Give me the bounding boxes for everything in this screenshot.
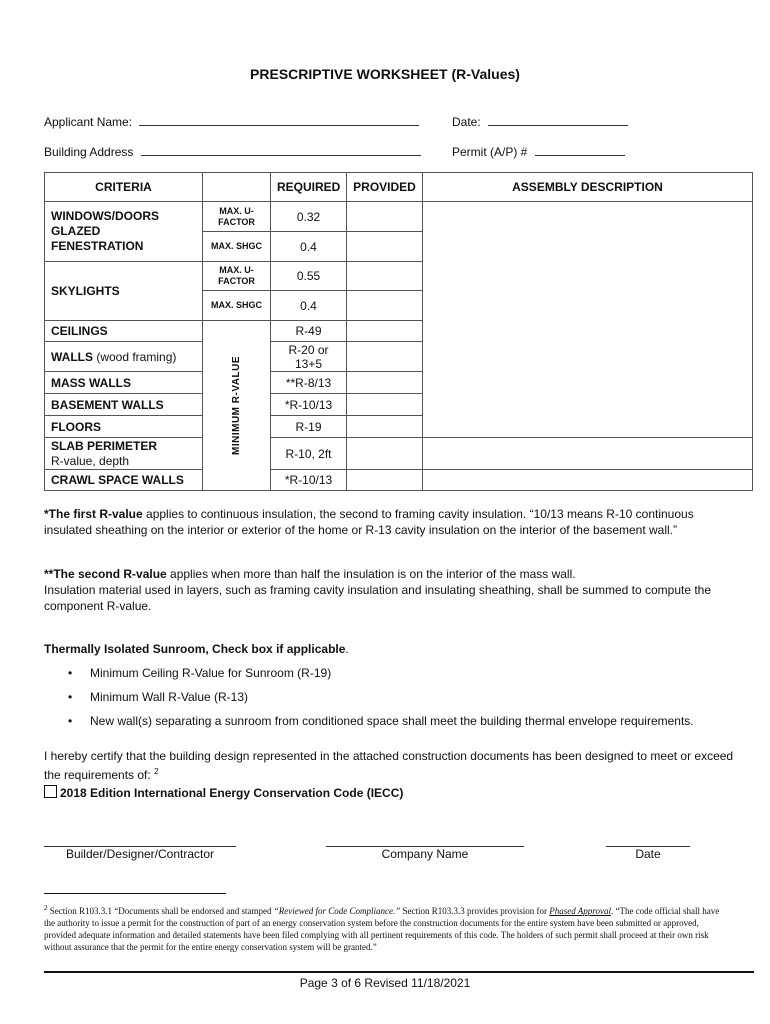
rvalue-worksheet-table	[44, 172, 753, 491]
applicant-label: Applicant Name:	[44, 115, 133, 129]
date-signature[interactable]	[606, 834, 690, 861]
walls-required: R-20 or 13+5	[271, 342, 347, 372]
permit-label: Permit (A/P) #	[452, 145, 528, 159]
list-item: • Minimum Wall R-Value (R-13)	[68, 690, 249, 704]
address-input-line[interactable]	[141, 144, 421, 156]
skylights-shgc-label: MAX. SHGC	[203, 291, 271, 321]
page-footer-rule	[44, 971, 754, 973]
criteria-crawl-space-walls: CRAWL SPACE WALLS	[45, 470, 203, 491]
company-signature-line[interactable]	[326, 834, 524, 847]
date-sign-label: Date	[635, 847, 661, 861]
header-criteria: CRITERIA	[45, 173, 203, 202]
crawl-space-walls-provided[interactable]	[347, 470, 423, 491]
skylights-shgc-provided[interactable]	[347, 291, 423, 321]
page-footer: Page 3 of 6 Revised 11/18/2021	[299, 976, 471, 990]
applicant-field[interactable]	[44, 114, 419, 129]
windows-shgc-provided[interactable]	[347, 232, 423, 262]
criteria-walls: WALLS (wood framing)	[45, 342, 203, 372]
builder-signature-line[interactable]	[44, 834, 236, 847]
windows-ufactor-label: MAX. U-FACTOR	[203, 202, 271, 232]
footnote-rule	[44, 893, 226, 894]
criteria-mass-walls: MASS WALLS	[45, 372, 203, 394]
criteria-slab-perimeter: SLAB PERIMETER R-value, depth	[45, 438, 203, 470]
skylights-ufactor-required: 0.55	[271, 262, 347, 291]
criteria-floors: FLOORS	[45, 416, 203, 438]
criteria-ceilings: CEILINGS	[45, 321, 203, 342]
builder-label: Builder/Designer/Contractor	[65, 847, 215, 861]
sunroom-requirements-list	[44, 665, 744, 737]
date-field[interactable]	[452, 114, 628, 129]
list-item: • Minimum Ceiling R-Value for Sunroom (R-19)	[68, 666, 332, 680]
walls-provided[interactable]	[347, 342, 423, 372]
criteria-skylights: SKYLIGHTS	[45, 262, 203, 321]
windows-ufactor-provided[interactable]	[347, 202, 423, 232]
list-item: • New wall(s) separating a sunroom from conditioned space shall meet the building thermal envelope requirements.	[68, 714, 694, 728]
permit-input-line[interactable]	[535, 144, 625, 156]
note-first-rvalue: *The first R-value applies to continuous insulation, the second to framing cavity insulation. “10/13 means R-10 continuous insulated sheathing on the interior or exterior of the home or R-13 cavity insulation on the interior of the basement wall.”	[44, 507, 694, 537]
windows-shgc-required: 0.4	[271, 232, 347, 262]
iecc-option[interactable]	[44, 785, 403, 800]
date-signature-line[interactable]	[606, 834, 690, 847]
crawl-space-walls-assembly[interactable]	[423, 470, 753, 491]
address-field[interactable]	[44, 144, 421, 159]
sunroom-heading: Thermally Isolated Sunroom, Check box if applicable.	[44, 642, 349, 656]
crawl-space-walls-required: *R-10/13	[271, 470, 347, 491]
mass-walls-provided[interactable]	[347, 372, 423, 394]
basement-walls-required: *R-10/13	[271, 394, 347, 416]
header-blank	[203, 173, 271, 202]
minimum-rvalue-cell	[203, 321, 271, 491]
date-label: Date:	[452, 115, 481, 129]
permit-field[interactable]	[452, 144, 625, 159]
criteria-windows: WINDOWS/DOORS GLAZED FENESTRATION	[45, 202, 203, 262]
header-provided: PROVIDED	[347, 173, 423, 202]
minimum-rvalue-label: MINIMUM R-VALUE	[231, 356, 242, 455]
assembly-description-cell[interactable]	[423, 202, 753, 438]
mass-walls-required: **R-8/13	[271, 372, 347, 394]
skylights-ufactor-label: MAX. U-FACTOR	[203, 262, 271, 291]
footnote: $^2$ Section R103.3.1 “Documents shall be endorsed and stamped “Reviewed for Code Compliance.” Section R103.3.3 provides provision for Phased Approval. “The code official shall have the authority to issue a permit for the construction of part of an energy conservation system before the construction documents for the entire system have been submitted or approved, provided adequate information and detailed statements have been filed complying with all pertinent requirements of this code. The holders of such permit shall proceed at their own risk without assurance that the permit for the entire energy conservation system will be granted.”	[44, 904, 720, 952]
skylights-ufactor-provided[interactable]	[347, 262, 423, 291]
builder-signature[interactable]	[44, 834, 236, 861]
criteria-basement-walls: BASEMENT WALLS	[45, 394, 203, 416]
note-second-rvalue: **The second R-value applies when more than half the insulation is on the interior of the mass wall. Insulation material used in layers, such as framing cavity insulation and insulating sheathing, shall be summed to compute the component R-value.	[44, 567, 712, 613]
address-label: Building Address	[44, 145, 134, 159]
skylights-shgc-required: 0.4	[271, 291, 347, 321]
basement-walls-provided[interactable]	[347, 394, 423, 416]
iecc-checkbox[interactable]	[44, 785, 57, 798]
applicant-input-line[interactable]	[139, 114, 419, 126]
windows-shgc-label: MAX. SHGC	[203, 232, 271, 262]
date-input-line[interactable]	[488, 114, 628, 126]
floors-provided[interactable]	[347, 416, 423, 438]
windows-ufactor-required: 0.32	[271, 202, 347, 232]
certify-statement: I hereby certify that the building design represented in the attached construction documents has been designed to meet or exceed the requirements of: $^2$	[44, 749, 734, 782]
header-required: REQUIRED	[271, 173, 347, 202]
slab-perimeter-required: R-10, 2ft	[271, 438, 347, 470]
header-assembly: ASSEMBLY DESCRIPTION	[423, 173, 753, 202]
slab-perimeter-assembly[interactable]	[423, 438, 753, 470]
floors-required: R-19	[271, 416, 347, 438]
ceilings-provided[interactable]	[347, 321, 423, 342]
iecc-label: 2018 Edition International Energy Conservation Code (IECC)	[60, 786, 404, 800]
page-title: PRESCRIPTIVE WORKSHEET (R-Values)	[250, 66, 520, 82]
slab-perimeter-provided[interactable]	[347, 438, 423, 470]
ceilings-required: R-49	[271, 321, 347, 342]
company-signature[interactable]	[326, 834, 524, 861]
company-label: Company Name	[381, 847, 469, 861]
